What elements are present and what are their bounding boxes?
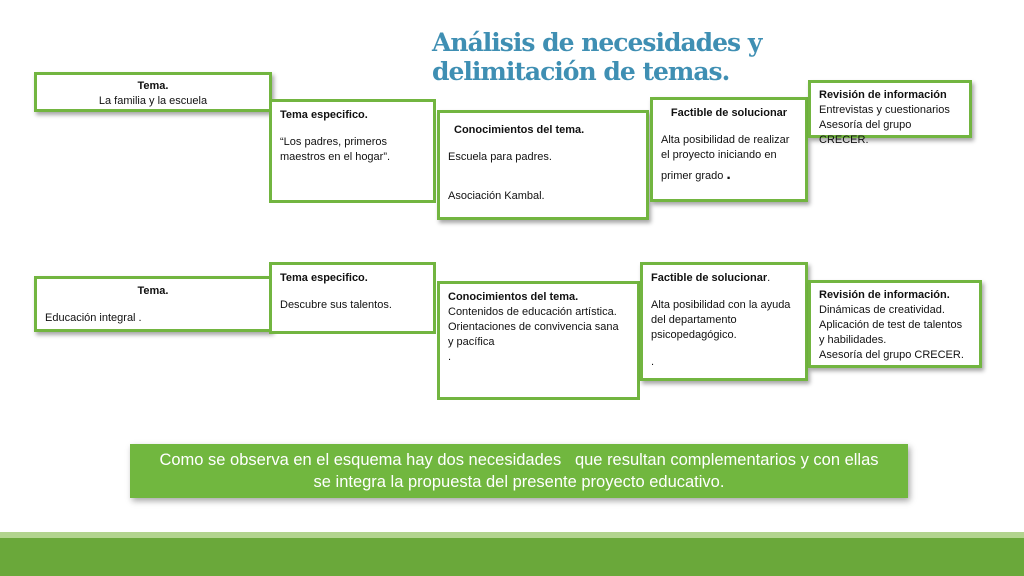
row2-revision-text1: Dinámicas de creatividad. [819, 304, 945, 316]
row2-especifico-box [269, 262, 436, 334]
row1-factible-box [650, 97, 808, 202]
row2-factible-heading: Factible de solucionar [651, 272, 768, 284]
row1-revision-heading: Revisión de información [819, 89, 947, 101]
row1-factible-dot: . [726, 166, 731, 183]
row1-conocimientos-box [437, 110, 649, 220]
summary-banner [130, 444, 908, 498]
row1-conocimientos-heading: Conocimientos del tema. [454, 124, 585, 136]
title-line-1: Análisis de necesidades y [432, 28, 762, 57]
slide-title [432, 28, 772, 86]
row2-especifico-heading: Tema especifico. [280, 272, 368, 284]
row2-conocimientos-text1: Contenidos de educación artística. [448, 306, 617, 318]
row1-factible-text1: Alta posibilidad de realizar [661, 134, 790, 146]
row2-tema-box [34, 276, 272, 332]
row2-conocimientos-text2: Orientaciones de convivencia sana [448, 321, 619, 333]
row2-revision-text3: y habilidades. [819, 334, 887, 346]
row2-tema-heading: Tema. [137, 285, 169, 297]
row2-factible-text3: psicopedagógico. [651, 329, 737, 341]
row2-factible-text1: Alta posibilidad con la ayuda [651, 299, 791, 311]
row1-conocimientos-text2: Asociación Kambal. [448, 190, 545, 202]
row2-revision-heading: Revisión de información. [819, 289, 950, 301]
row1-conocimientos-text1: Escuela para padres. [448, 151, 552, 163]
row2-revision-box [808, 280, 982, 368]
row2-conocimientos-heading: Conocimientos del tema. [448, 291, 579, 303]
title-line-2: delimitación de temas. [432, 57, 730, 86]
row1-tema-box [34, 72, 272, 112]
footer-bar [0, 538, 1024, 576]
row1-revision-box [808, 80, 972, 146]
summary-line-1: Como se observa en el esquema hay dos necesidades que resultan complementarios y con ellas [159, 451, 879, 469]
row1-factible-text2: el proyecto iniciando en [661, 149, 777, 161]
row2-conocimientos-text4: . [448, 351, 452, 363]
row2-revision-text2: Aplicación de test de talentos [819, 319, 963, 331]
row2-especifico-text: Descubre sus talentos. [280, 299, 392, 311]
row1-especifico-heading: Tema especifico. [280, 109, 368, 121]
row1-factible-heading: Factible de solucionar [670, 107, 788, 119]
summary-line-2: se integra la propuesta del presente proyecto educativo. [313, 473, 725, 491]
row2-conocimientos-text3: y pacífica [448, 336, 495, 348]
row1-revision-text1: Entrevistas y cuestionarios [819, 104, 950, 116]
row1-especifico-text1: “Los padres, primeros [280, 136, 387, 148]
row2-factible-text4: . [651, 356, 655, 368]
row1-revision-text2: Asesoría del grupo CRECER. [819, 119, 915, 146]
row2-factible-text2: del departamento [651, 314, 737, 326]
row1-especifico-box [269, 99, 436, 203]
row2-factible-heading-suffix: . [767, 272, 771, 284]
row2-revision-text4: Asesoría del grupo CRECER. [819, 349, 964, 361]
row1-especifico-text2: maestros en el hogar”. [280, 151, 391, 163]
row1-factible-text3: primer grado [661, 170, 724, 182]
row2-factible-box [640, 262, 808, 381]
row1-tema-text: La familia y la escuela [98, 95, 208, 107]
row1-tema-heading: Tema. [137, 80, 169, 92]
row2-tema-text: Educación integral . [45, 312, 142, 324]
row2-conocimientos-box [437, 281, 640, 400]
